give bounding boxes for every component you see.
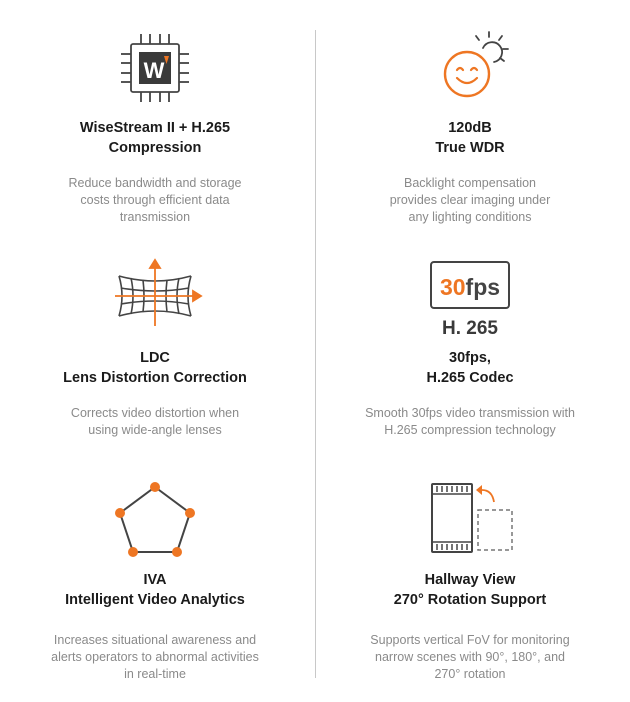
wisenet-chip-icon [5,28,305,118]
pentagon-analytics-icon [5,478,305,568]
chip-letter: W [143,58,165,83]
smiling-sun-icon [320,22,620,112]
feature-description: Reduce bandwidth and storage costs through efficient data transmission [68,176,242,224]
lens-distortion-grid-icon [5,258,305,348]
column-divider [315,30,316,678]
feature-title: IVA Intelligent Video Analytics [65,572,245,608]
feature-title: 30fps, H.265 Codec [426,350,514,386]
feature-title: 120dB True WDR [435,120,505,156]
feature-description: Increases situational awareness and alerts operators to abnormal activities in real-time [51,633,259,681]
film-rotation-icon [320,478,620,568]
feature-title: LDC Lens Distortion Correction [63,350,247,386]
fps-codec-icon [320,258,620,348]
feature-description: Smooth 30fps video transmission with H.265 compression technology [365,406,575,437]
feature-description: Backlight compensation provides clear imaging under any lighting conditions [389,176,551,224]
feature-description: Corrects video distortion when using wide-angle lenses [70,406,240,437]
feature-title: Hallway View 270° Rotation Support [393,572,547,608]
feature-description: Supports vertical FoV for monitoring narrow scenes with 90°, 180°, and 270° rotation [370,633,570,681]
fps-badge-text: 30fps [439,274,501,300]
codec-label: H. 265 [442,318,498,339]
feature-title: WiseStream II + H.265 Compression [79,120,231,156]
